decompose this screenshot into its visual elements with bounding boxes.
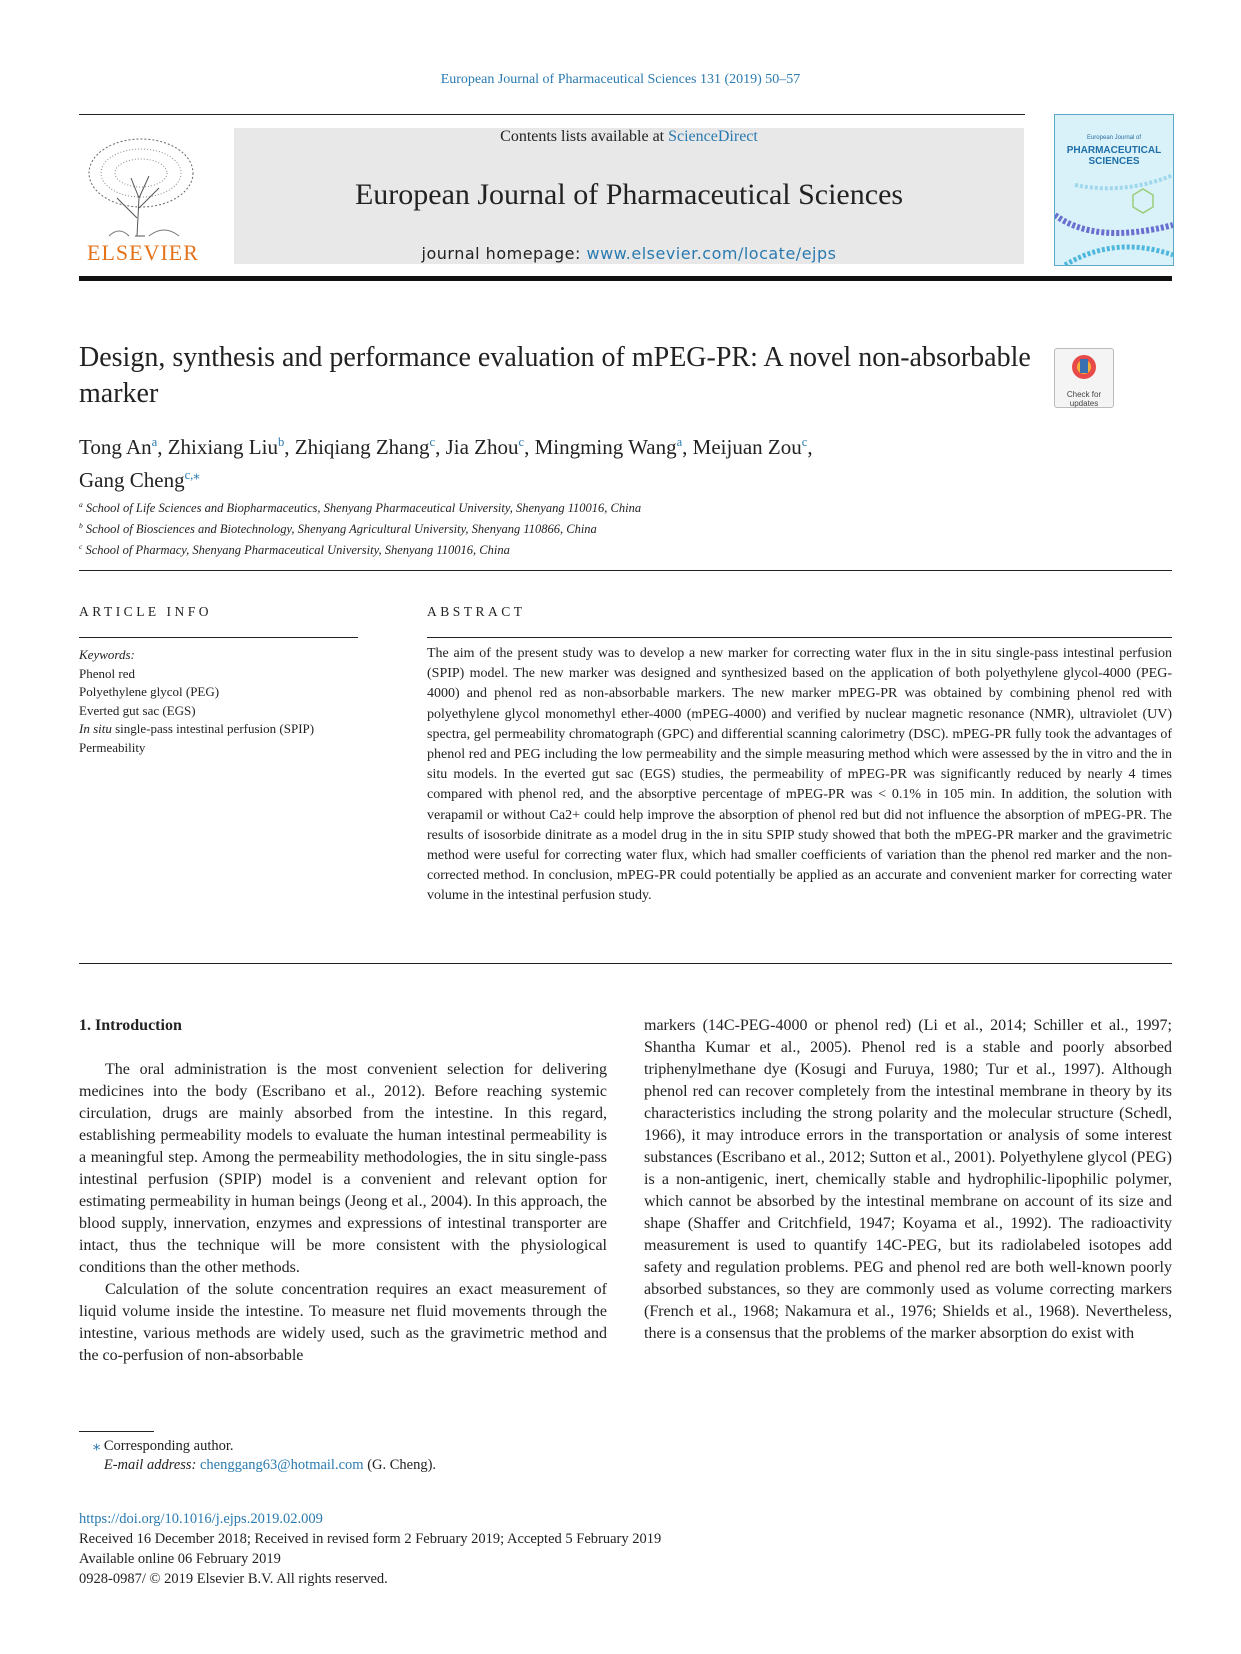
introduction-heading: 1. Introduction — [79, 1017, 182, 1034]
crossmark-label-1: Check for — [1066, 390, 1102, 399]
author-name: Meijuan Zou — [692, 435, 802, 459]
crossmark-label-2: updates — [1069, 399, 1099, 408]
abstract-heading: ABSTRACT — [427, 604, 526, 619]
affiliation-item — [79, 538, 979, 559]
divider — [79, 570, 1172, 571]
affiliation-text: School of Life Sciences and Biopharmaceutics, Shenyang Pharmaceutical University, Shenyang 110016, China — [85, 501, 642, 516]
author-affiliation-mark: a — [676, 435, 683, 449]
affiliation-key: b — [79, 521, 83, 531]
affiliation-text: School of Pharmacy, Shenyang Pharmaceutical University, Shenyang 110016, China — [85, 543, 510, 558]
check-for-updates-button[interactable] — [1054, 348, 1114, 408]
affiliation-list — [79, 496, 979, 559]
received-dates: Received 16 December 2018; Received in revised form 2 February 2019; Accepted 5 February 2019 — [79, 1531, 662, 1547]
affiliation-item — [79, 517, 979, 538]
author[interactable] — [295, 435, 435, 459]
author[interactable] — [693, 435, 808, 459]
article-info-rule — [79, 637, 358, 638]
top-rule — [79, 114, 1025, 115]
author-name: Zhixiang Liu — [167, 435, 278, 459]
homepage-line — [234, 244, 1024, 263]
abstract-rule — [427, 637, 1172, 638]
author-name: Mingming Wang — [534, 435, 677, 459]
email-label: E-mail address: — [103, 1457, 197, 1473]
doi-link[interactable]: https://doi.org/10.1016/j.ejps.2019.02.009 — [79, 1511, 323, 1527]
body-column-left — [79, 1059, 607, 1367]
email-link[interactable]: chenggang63@hotmail.com — [200, 1457, 364, 1473]
paragraph: The oral administration is the most convenient selection for delivering medicines into the body (Escribano et al., 2012). Before reaching systemic circulation, drugs are mainly absorbed from the intestine. In this regard, establishing permeability models to evaluate the human intestinal permeability is a meaningful step. Among the permeability methodologies, the in situ single-pass intestinal perfusion (SPIP) model is a convenient and relevant option for estimating permeability in human beings (Jeong et al., 2004). In this approach, the blood supply, innervation, enzymes and expressions of intestinal transporter are intact, thus the technique will be more consistent with the physiological conditions than the other methods. — [79, 1061, 607, 1276]
email-line — [93, 1456, 436, 1475]
paper-title: Design, synthesis and performance evaluation of mPEG-PR: A novel non-absorbable marker — [79, 342, 1031, 409]
author-name: Jia Zhou — [445, 435, 519, 459]
author-affiliation-mark: c,⁎ — [184, 468, 200, 482]
journal-name: European Journal of Pharmaceutical Sciences — [354, 178, 904, 211]
journal-homepage-link[interactable]: www.elsevier.com/locate/ejps — [586, 244, 837, 263]
keyword-item: Everted gut sac (EGS) — [79, 702, 196, 718]
cover-title-2: SCIENCES — [1088, 156, 1140, 167]
affiliation-key: c — [79, 542, 83, 552]
author-name: Zhiqiang Zhang — [294, 435, 430, 459]
available-online: Available online 06 February 2019 — [79, 1551, 281, 1567]
author-name: Gang Cheng — [79, 468, 185, 492]
cover-title-1: PHARMACEUTICAL — [1066, 145, 1162, 156]
contents-line — [234, 128, 1024, 146]
author[interactable] — [535, 435, 683, 459]
affiliation-text: School of Biosciences and Biotechnology, Shenyang Agricultural University, Shenyang 110866, China — [85, 522, 597, 537]
header-thick-rule — [79, 276, 1172, 281]
author-affiliation-mark: c — [429, 435, 436, 449]
contents-prefix: Contents lists available at — [500, 128, 669, 145]
keyword-item: Phenol red — [79, 665, 135, 681]
author-name: Tong An — [79, 435, 152, 459]
journal-citation-link[interactable]: European Journal of Pharmaceutical Sciences 131 (2019) 50–57 — [440, 72, 801, 87]
copyright: 0928-0987/ © 2019 Elsevier B.V. All rights reserved. — [79, 1571, 388, 1587]
sciencedirect-link[interactable]: ScienceDirect — [668, 128, 758, 145]
keyword-item — [79, 720, 379, 739]
keyword-italic-prefix: In situ — [79, 721, 112, 736]
author[interactable] — [446, 435, 525, 459]
paragraph: Calculation of the solute concentration requires an exact measurement of liquid volume inside the intestine. To measure net fluid movements through the intestine, various methods are widely used, such as the gravimetric method and the co-perfusion of non-absorbable — [79, 1281, 607, 1364]
corresponding-text: Corresponding author. — [103, 1438, 234, 1454]
cover-bead-graphic-icon — [1055, 115, 1173, 265]
keyword-item: Polyethylene glycol (PEG) — [79, 684, 220, 699]
paragraph: markers (14C-PEG-4000 or phenol red) (Li et al., 2014; Schiller et al., 1997; Shantha Kumar et al., 2005). Phenol red is a stable and poorly absorbed triphenylmethane dye (Kosugi and Furuya, 1980; Tur et al., 1997). Although phenol red can recover completely from the intestinal membrane in theory by its characteristics including the strong polarity and the molecular structure (Schedl, 1966), it may introduce errors in the transportation or analysis of some interest substances (Escribano et al., 2012; Sutton et al., 2001). Polyethylene glycol (PEG) is a non-antigenic, inert, chemically stable and hydrophilic-lipophilic polymer, which cannot be absorbed by the intestinal membrane on account of its size and shape (Shaffer and Critchfield, 1947; Koyama et al., 1992). The radioactivity measurement is used to quantify 14C-PEG, but its radiolabeled isotopes add safety and regulation problems. PEG and phenol red are both well-known poorly absorbed substances, so they are commonly used as volume correcting markers (French et al., 1968; Nakamura et al., 1976; Shields et al., 1968). Nevertheless, there is a consensus that the problems of the marker absorption do exist with — [644, 1017, 1172, 1342]
author-affiliation-mark: c — [518, 435, 525, 449]
asterisk-icon: ⁎ — [93, 1438, 101, 1454]
author[interactable] — [168, 435, 285, 459]
keywords-block — [79, 646, 379, 757]
journal-cover-image — [1054, 114, 1174, 266]
divider — [79, 963, 1172, 964]
crossmark-icon — [1055, 349, 1113, 385]
abstract-text: The aim of the present study was to develop a new marker for correcting water flux in the in situ single-pass intestinal perfusion (SPIP) model. The new marker was designed and synthesized based on the application of both polyethylene glycol-4000 (PEG-4000) and phenol red as non-absorbable markers. The new marker mPEG-PR was obtained by combining phenol red with polyethylene glycol monomethyl ether-4000 (mPEG-4000) and verified by nuclear magnetic resonance (NMR), ultraviolet (UV) spectra, gel permeability chromatograph (GPC) and differential scanning calorimetry (DSC). mPEG-PR fully took the advantages of phenol red and PEG including the low permeability and the simple measuring method which were assessed by the in vitro and the in situ models. In the everted gut sac (EGS) studies, the permeability of mPEG-PR was significantly reduced by nearly 4 times compared with phenol red, and the absorptive percentage of mPEG-PR was < 0.1% in 105 min. In addition, the solution with verapamil or without Ca2+ could help improve the absorption of phenol red but did not influence the absorption of mPEG-PR. The results of isosorbide dinitrate as a model drug in the in situ SPIP study showed that both the mPEG-PR marker and the gravimetric method were useful for correcting water flux, which had smaller coefficients of variation than the phenol red marker and the non-corrected method. In conclusion, mPEG-PR could potentially be applied as an accurate and convenient marker for correcting water volume in the intestinal perfusion study. — [427, 646, 1172, 904]
publication-info — [79, 1509, 661, 1589]
affiliation-item — [79, 496, 979, 517]
corresponding-line — [93, 1437, 436, 1456]
elsevier-wordmark: ELSEVIER — [87, 240, 199, 265]
email-suffix: (G. Cheng). — [367, 1457, 437, 1473]
keyword-text: single-pass intestinal perfusion (SPIP) — [115, 721, 315, 736]
author[interactable] — [79, 468, 200, 492]
body-column-right — [644, 1015, 1172, 1345]
author[interactable] — [79, 435, 157, 459]
article-info-heading: ARTICLE INFO — [79, 604, 213, 619]
keywords-label: Keywords: — [79, 647, 135, 662]
author-affiliation-mark: c — [801, 435, 808, 449]
keyword-item: Permeability — [79, 739, 146, 755]
cover-small-title: European Journal of — [1086, 135, 1142, 141]
homepage-prefix: journal homepage: — [421, 244, 587, 263]
corresponding-footnote — [93, 1437, 436, 1475]
author-affiliation-mark: b — [277, 435, 285, 449]
footnote-rule — [79, 1431, 154, 1432]
author-affiliation-mark: a — [151, 435, 158, 449]
elsevier-logo — [79, 128, 207, 264]
author-list: Tong An$^a$, Zhixiang Liu$^b$, Zhiqiang Zhang$^c$, Jia Zhou$^c$, Mingming Wang$^a$, Meijuan Zou$^c$, Gang Cheng$^{c,⁎}$ — [79, 435, 813, 492]
affiliation-key: a — [79, 500, 83, 509]
